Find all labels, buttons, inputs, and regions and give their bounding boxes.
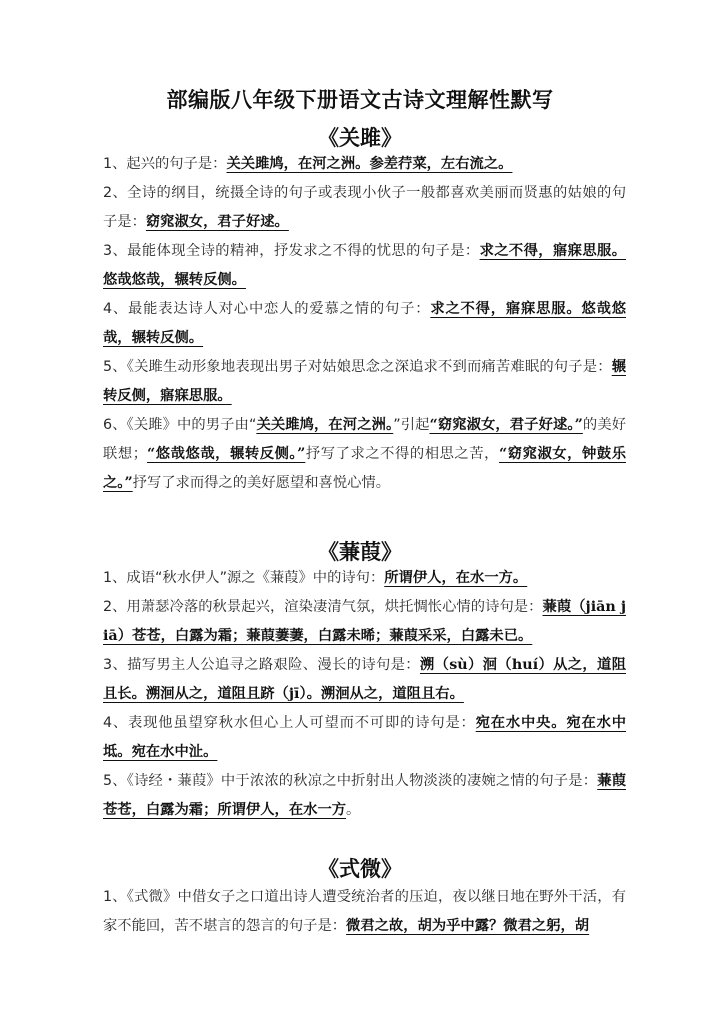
answer-text: “窈窕淑女，君子好逑。” (429, 417, 583, 433)
answer-text: 蒹葭（jiān jiā）苍苍，白露为霜；蒹葭萋萋，白露未晞；蒹葭采采，白露未已。 (103, 599, 626, 644)
answer-text: 宛在水中央。宛在水中坻。宛在水中沚。 (103, 715, 627, 760)
question-item (103, 295, 626, 353)
section-body-shiwei (103, 883, 626, 941)
question-text: 2、用萧瑟冷落的秋景起兴，渲染凄清气氛，烘托惆怅心情的诗句是： (103, 599, 543, 615)
question-item (103, 593, 626, 651)
question-item (103, 564, 626, 593)
question-item (103, 883, 626, 941)
answer-text: 关关雎鸠，在河之洲。参差荇菜，左右流之。 (226, 156, 513, 172)
question-text: 3、描写男主人公追寻之路艰险、漫长的诗句是： (103, 657, 420, 673)
question-text: 6、《关雎》中的男子由“ (103, 417, 257, 433)
section-body-guanju (103, 150, 626, 498)
question-text: 。 (346, 802, 361, 818)
question-item (103, 651, 626, 709)
section-body-jianjia (103, 564, 626, 825)
page-title: 部编版八年级下册语文古诗文理解性默写 (166, 88, 554, 112)
answer-text: 所谓伊人，在水一方。 (384, 570, 528, 586)
question-text: 4、表现他虽望穿秋水但心上人可望而不可即的诗句是： (103, 715, 476, 731)
question-item (103, 709, 626, 767)
question-text: 抒写了求之不得的相思之苦， (305, 446, 499, 462)
section-heading-guanju: 《关雎》 (318, 125, 402, 150)
answer-text: 辗转反侧，寤寐思服。 (103, 359, 626, 404)
question-text: 1、起兴的句子是： (103, 156, 227, 172)
section-heading-shiwei: 《式微》 (318, 856, 402, 881)
question-item (103, 150, 626, 179)
answer-text: “窈窕淑女，钟鼓乐之。” (103, 446, 626, 491)
question-item (103, 353, 626, 411)
question-item (103, 767, 626, 825)
question-text: ”引起 (393, 417, 430, 433)
answer-text: 微君之故，胡为乎中露？微君之躬，胡 (346, 918, 590, 934)
answer-text: “悠哉悠哉，辗转反侧。” (147, 446, 306, 462)
answer-text: 关关雎鸠，在河之洲。 (256, 417, 394, 433)
answer-text: 溯（sù）洄（huí）从之，道阻且长。溯洄从之，道阻且跻（jī）。溯洄从之，道阻且右。 (103, 657, 626, 702)
question-text: 1、《式微》中借女子之口道出诗人遭受统治者的压迫，夜以继日地在野外干活，有家不能回，苦不堪言的怨言的句子是： (103, 889, 626, 934)
question-text: 2、全诗的纲目，统摄全诗的句子或表现小伙子一般都喜欢美丽而贤惠的姑娘的句子是： (103, 185, 626, 230)
answer-text: 蒹葭苍苍，白露为霜；所谓伊人，在水一方 (103, 773, 626, 818)
question-text: 1、成语“秋水伊人”源之《蒹葭》中的诗句： (103, 570, 385, 586)
question-item (103, 237, 626, 295)
question-text: 5、《诗经・蒹葭》中于浓浓的秋凉之中折射出人物淡淡的凄婉之情的句子是： (103, 773, 598, 789)
answer-text: 求之不得，寤寐思服。悠哉悠哉，辗转反侧。 (103, 243, 627, 288)
question-text: 4、最能表达诗人对心中恋人的爱慕之情的句子： (103, 301, 431, 317)
answer-text: 求之不得，寤寐思服。悠哉悠哉，辗转反侧。 (103, 301, 626, 346)
answer-text: 窈窕淑女，君子好逑。 (145, 214, 289, 230)
question-item (103, 411, 626, 498)
question-item (103, 179, 626, 237)
section-heading-jianjia: 《蒹葭》 (318, 539, 402, 564)
question-text: 的美好联想； (103, 417, 627, 462)
question-text: 3、最能体现全诗的精神，抒发求之不得的忧思的句子是： (103, 243, 480, 259)
question-text: 抒写了求而得之的美好愿望和喜悦心情。 (132, 475, 391, 491)
question-text: 5、《关雎生动形象地表现出男子对姑娘思念之深追求不到而痛苦难眠的句子是： (103, 359, 612, 375)
